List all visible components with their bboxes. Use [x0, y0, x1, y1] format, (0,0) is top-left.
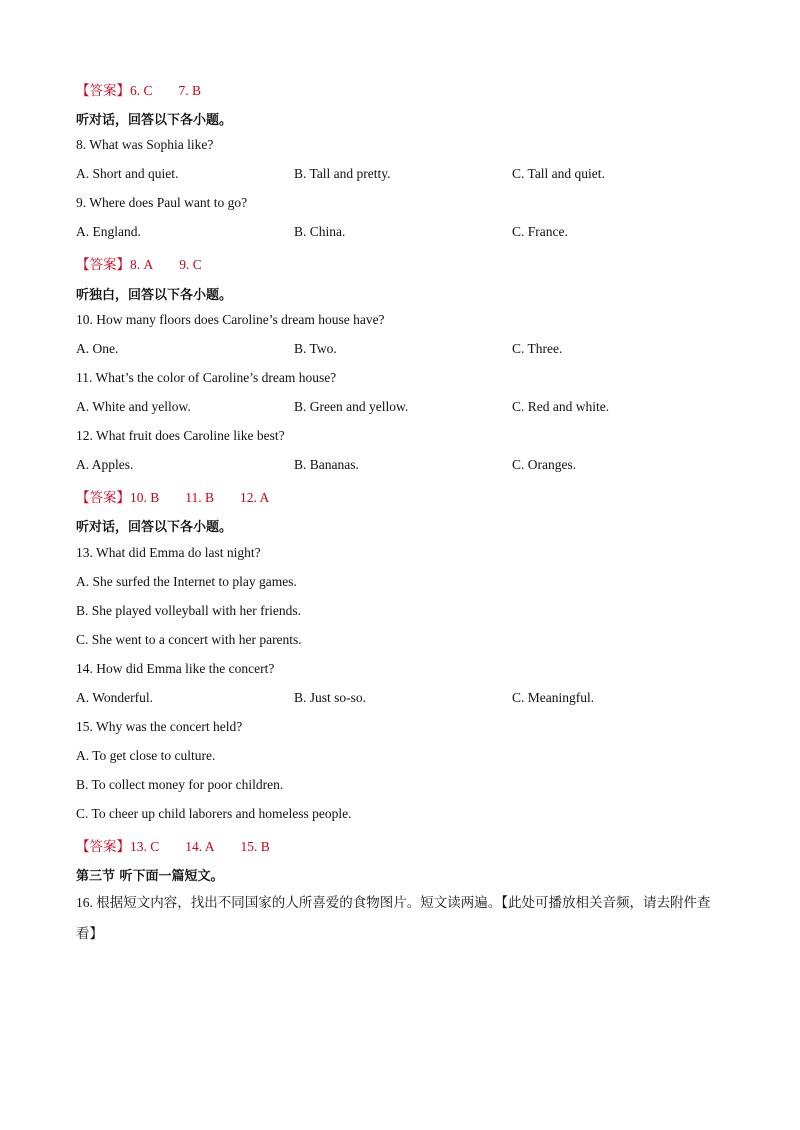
option-a: A. White and yellow.	[76, 399, 191, 414]
section-heading: 听对话，回答以下各小题。	[76, 520, 233, 535]
answer-prefix: 【答案】	[76, 839, 130, 854]
option-b: B. Green and yellow.	[294, 399, 409, 414]
question-text: 10. How many floors does Caroline’s dream house have?	[76, 312, 385, 327]
answer-line	[76, 835, 270, 855]
answer-item: 10. B	[130, 490, 160, 505]
option-b: B. To collect money for poor children.	[76, 777, 284, 792]
option-c: C. Red and white.	[512, 399, 610, 414]
option-c: C. To cheer up child laborers and homeless people.	[76, 806, 352, 821]
option-b: B. Two.	[294, 341, 337, 356]
question-text: 8. What was Sophia like?	[76, 137, 214, 152]
answer-item: 7. B	[178, 83, 202, 98]
question-text: 14. How did Emma like the concert?	[76, 661, 275, 676]
section-heading: 第三节 听下面一篇短文。	[76, 869, 224, 884]
section-heading: 听独白，回答以下各小题。	[76, 288, 233, 303]
answer-line	[76, 79, 201, 99]
answer-prefix: 【答案】	[76, 83, 130, 98]
section-heading: 听对话，回答以下各小题。	[76, 113, 233, 128]
option-a: A. She surfed the Internet to play games.	[76, 574, 297, 589]
question-text: 12. What fruit does Caroline like best?	[76, 428, 285, 443]
option-a: A. Wonderful.	[76, 690, 154, 705]
question-text: 15. Why was the concert held?	[76, 719, 243, 734]
option-c: C. She went to a concert with her parents.	[76, 632, 302, 647]
option-b: B. Tall and pretty.	[294, 166, 391, 181]
option-c: C. Three.	[512, 341, 563, 356]
question-text: 11. What’s the color of Caroline’s dream house?	[76, 370, 337, 385]
question-text: 16. 根据短文内容，找出不同国家的人所喜爱的食物图片。短文读两遍。【此处可播放相关音频，请去附件查看】	[76, 895, 711, 941]
option-b: B. Just so-so.	[294, 690, 367, 705]
option-a: A. Apples.	[76, 457, 134, 472]
option-b: B. China.	[294, 224, 346, 239]
answer-item: 6. C	[130, 83, 153, 98]
option-c: C. France.	[512, 224, 568, 239]
option-b: B. She played volleyball with her friends.	[76, 603, 301, 618]
answer-item: 13. C	[130, 839, 160, 854]
option-c: C. Oranges.	[512, 457, 577, 472]
answer-line	[76, 253, 202, 273]
answer-item: 15. B	[240, 839, 270, 854]
answer-prefix: 【答案】	[76, 257, 130, 272]
answer-item: 11. B	[185, 490, 215, 505]
option-a: A. To get close to culture.	[76, 748, 216, 763]
question-text: 9. Where does Paul want to go?	[76, 195, 248, 210]
option-c: C. Tall and quiet.	[512, 166, 605, 181]
answer-item: 14. A	[185, 839, 215, 854]
answer-item: 8. A	[130, 257, 154, 272]
answer-prefix: 【答案】	[76, 490, 130, 505]
answer-item: 12. A	[240, 490, 270, 505]
option-a: A. One.	[76, 341, 119, 356]
option-b: B. Bananas.	[294, 457, 359, 472]
answer-line	[76, 486, 269, 506]
answer-item: 9. C	[179, 257, 202, 272]
option-c: C. Meaningful.	[512, 690, 595, 705]
option-a: A. England.	[76, 224, 141, 239]
option-a: A. Short and quiet.	[76, 166, 179, 181]
question-text: 13. What did Emma do last night?	[76, 545, 261, 560]
